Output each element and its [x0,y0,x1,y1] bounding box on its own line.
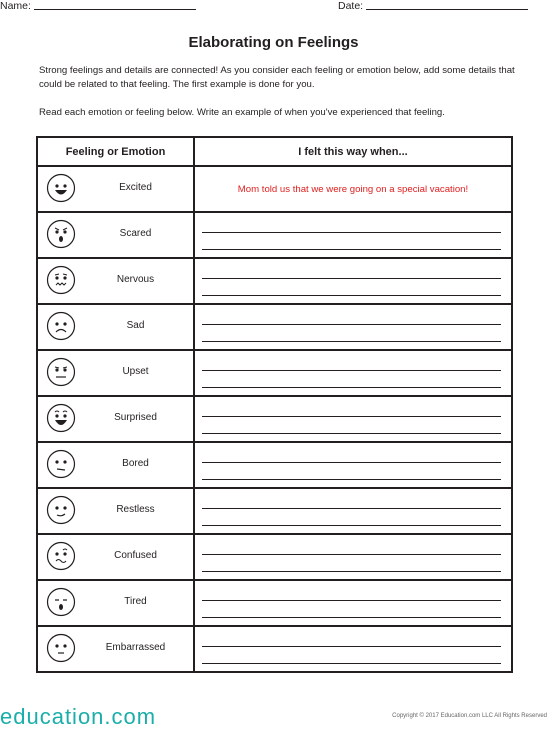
excited-face-icon [46,173,76,203]
table-row [37,626,512,672]
restless-face-icon [46,495,76,525]
example-answer: Mom told us that we were going on a special vacation! [194,166,512,212]
table-row [37,350,512,396]
writing-line[interactable] [202,479,501,480]
writing-line[interactable] [202,462,501,463]
feeling-cell [37,166,194,212]
writing-line[interactable] [202,324,501,325]
writing-line[interactable] [202,525,501,526]
header-felt: I felt this way when... [194,137,512,166]
confused-face-icon [46,541,76,571]
answer-cell[interactable] [194,396,512,442]
table-row [37,304,512,350]
writing-line[interactable] [202,617,501,618]
tired-face-icon [46,587,76,617]
table-row [37,258,512,304]
bored-face-icon [46,449,76,479]
feeling-label: Bored [122,458,149,469]
writing-line[interactable] [202,508,501,509]
feelings-table [36,136,513,673]
table-row [37,534,512,580]
name-field[interactable] [0,0,196,12]
writing-line[interactable] [202,663,501,664]
education-logo: education.com [0,704,157,729]
feeling-label: Restless [116,504,155,515]
writing-line[interactable] [202,232,501,233]
upset-face-icon [46,357,76,387]
feeling-label: Upset [122,366,149,377]
writing-line[interactable] [202,416,501,417]
feeling-cell [37,258,194,304]
table-header-row [37,137,512,166]
table-row [37,396,512,442]
date-label: Date: [338,0,364,12]
answer-cell[interactable] [194,304,512,350]
embarrassed-face-icon [46,633,76,663]
table-row [37,212,512,258]
feeling-cell [37,350,194,396]
answer-cell[interactable] [194,350,512,396]
answer-cell[interactable] [194,580,512,626]
feeling-label: Surprised [114,412,157,423]
answer-cell[interactable] [194,212,512,258]
worksheet-title: Elaborating on Feelings [188,34,359,51]
writing-line[interactable] [202,646,501,647]
writing-line[interactable] [202,278,501,279]
feeling-cell [37,626,194,672]
table-row [37,488,512,534]
table-row [37,580,512,626]
answer-cell[interactable] [194,626,512,672]
writing-line[interactable] [202,600,501,601]
answer-cell[interactable] [194,442,512,488]
feeling-cell [37,488,194,534]
feeling-cell [37,442,194,488]
answer-cell[interactable] [194,258,512,304]
surprised-face-icon [46,403,76,433]
feeling-label: Scared [119,228,152,239]
answer-cell[interactable] [194,534,512,580]
scared-face-icon [46,219,76,249]
feeling-label: Excited [119,182,152,193]
date-field[interactable] [338,0,528,12]
writing-line[interactable] [202,433,501,434]
feeling-label: Nervous [116,274,155,285]
feeling-label: Sad [126,320,145,331]
writing-line[interactable] [202,249,501,250]
feeling-cell [37,396,194,442]
writing-line[interactable] [202,370,501,371]
copyright-text: Copyright © 2017 Education.com LLC All Rights Reserved [392,713,547,719]
name-line[interactable] [34,0,196,10]
table-row [37,166,512,212]
writing-line[interactable] [202,571,501,572]
sad-face-icon [46,311,76,341]
feeling-cell [37,304,194,350]
instructions-text: Read each emotion or feeling below. Write an example of when you've experienced that feeling. [39,107,445,118]
header-feeling: Feeling or Emotion [37,137,194,166]
feeling-cell [37,580,194,626]
table-row [37,442,512,488]
feeling-label: Tired [124,596,147,607]
intro-text: Strong feelings and details are connected! As you consider each feeling or emotion below, add some details that could be related to that feeling. The first example is done for you. [39,65,515,90]
answer-cell[interactable] [194,488,512,534]
writing-line[interactable] [202,341,501,342]
feeling-cell [37,534,194,580]
name-label: Name: [0,0,31,12]
nervous-face-icon [46,265,76,295]
writing-line[interactable] [202,387,501,388]
feeling-cell [37,212,194,258]
writing-line[interactable] [202,554,501,555]
writing-line[interactable] [202,295,501,296]
feeling-label: Confused [114,550,157,561]
feeling-label: Embarrassed [105,642,166,653]
date-line[interactable] [366,0,528,10]
